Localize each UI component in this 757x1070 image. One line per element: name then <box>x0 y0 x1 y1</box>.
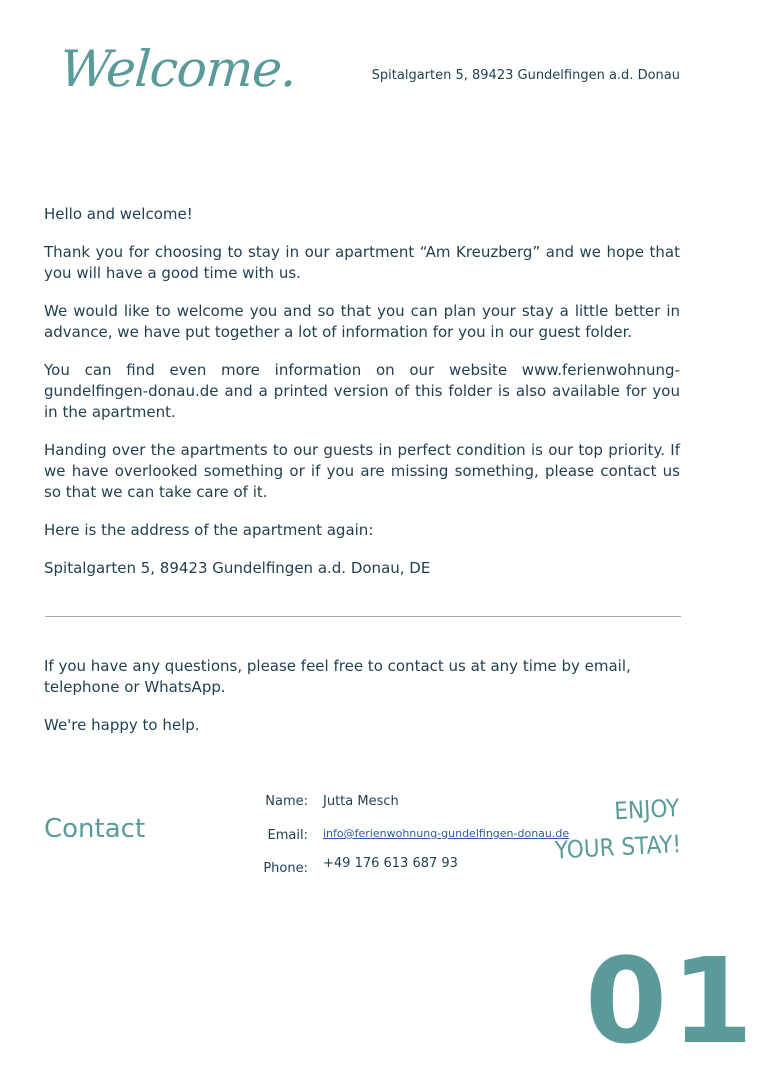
section-divider <box>45 616 681 617</box>
welcome-title: Welcome. <box>57 40 298 98</box>
tagline-line-1: ENJOY <box>613 793 680 826</box>
contact-email-label: Email: <box>267 828 308 843</box>
contact-phone-value: +49 176 613 687 93 <box>323 856 458 871</box>
paragraph-address: Spitalgarten 5, 89423 Gundelfingen a.d. Donau, DE <box>44 559 431 577</box>
paragraph-guest-folder: We would like to welcome you and so that you can plan your stay a little better in advance, we have put together a lot of information for you in our guest folder. <box>44 302 680 341</box>
page-number: 01 <box>585 932 757 1070</box>
paragraph-address-intro: Here is the address of the apartment again: <box>44 521 374 539</box>
contact-name-value: Jutta Mesch <box>323 794 399 809</box>
paragraph-happy-to-help: We're happy to help. <box>44 716 200 734</box>
header-address: Spitalgarten 5, 89423 Gundelfingen a.d. Donau <box>371 68 680 83</box>
contact-heading: Contact <box>44 814 146 844</box>
paragraph-thanks: Thank you for choosing to stay in our apartment “Am Kreuzberg” and we hope that you will have a good time with us. <box>44 243 680 282</box>
paragraph-greeting: Hello and welcome! <box>44 205 193 223</box>
contact-phone-label: Phone: <box>263 861 308 876</box>
paragraph-website: You can find even more information on our website www.ferienwohnung-gundelfingen-donau.de and a printed version of this folder is also available for you in the apartment. <box>44 361 680 421</box>
paragraph-condition: Handing over the apartments to our guests in perfect condition is our top priority. If we have overlooked something or if you are missing something, please contact us so that we can take care of it. <box>44 441 680 501</box>
contact-email-link[interactable]: info@ferienwohnung-gundelfingen-donau.de <box>323 827 570 840</box>
tagline-line-2: YOUR STAY! <box>553 829 682 865</box>
paragraph-questions: If you have any questions, please feel free to contact us at any time by email, telephone or WhatsApp. <box>44 657 631 696</box>
closing-text <box>44 656 680 753</box>
intro-text <box>44 204 680 596</box>
contact-name-label: Name: <box>265 794 308 809</box>
enjoy-your-stay-tagline <box>552 790 682 869</box>
